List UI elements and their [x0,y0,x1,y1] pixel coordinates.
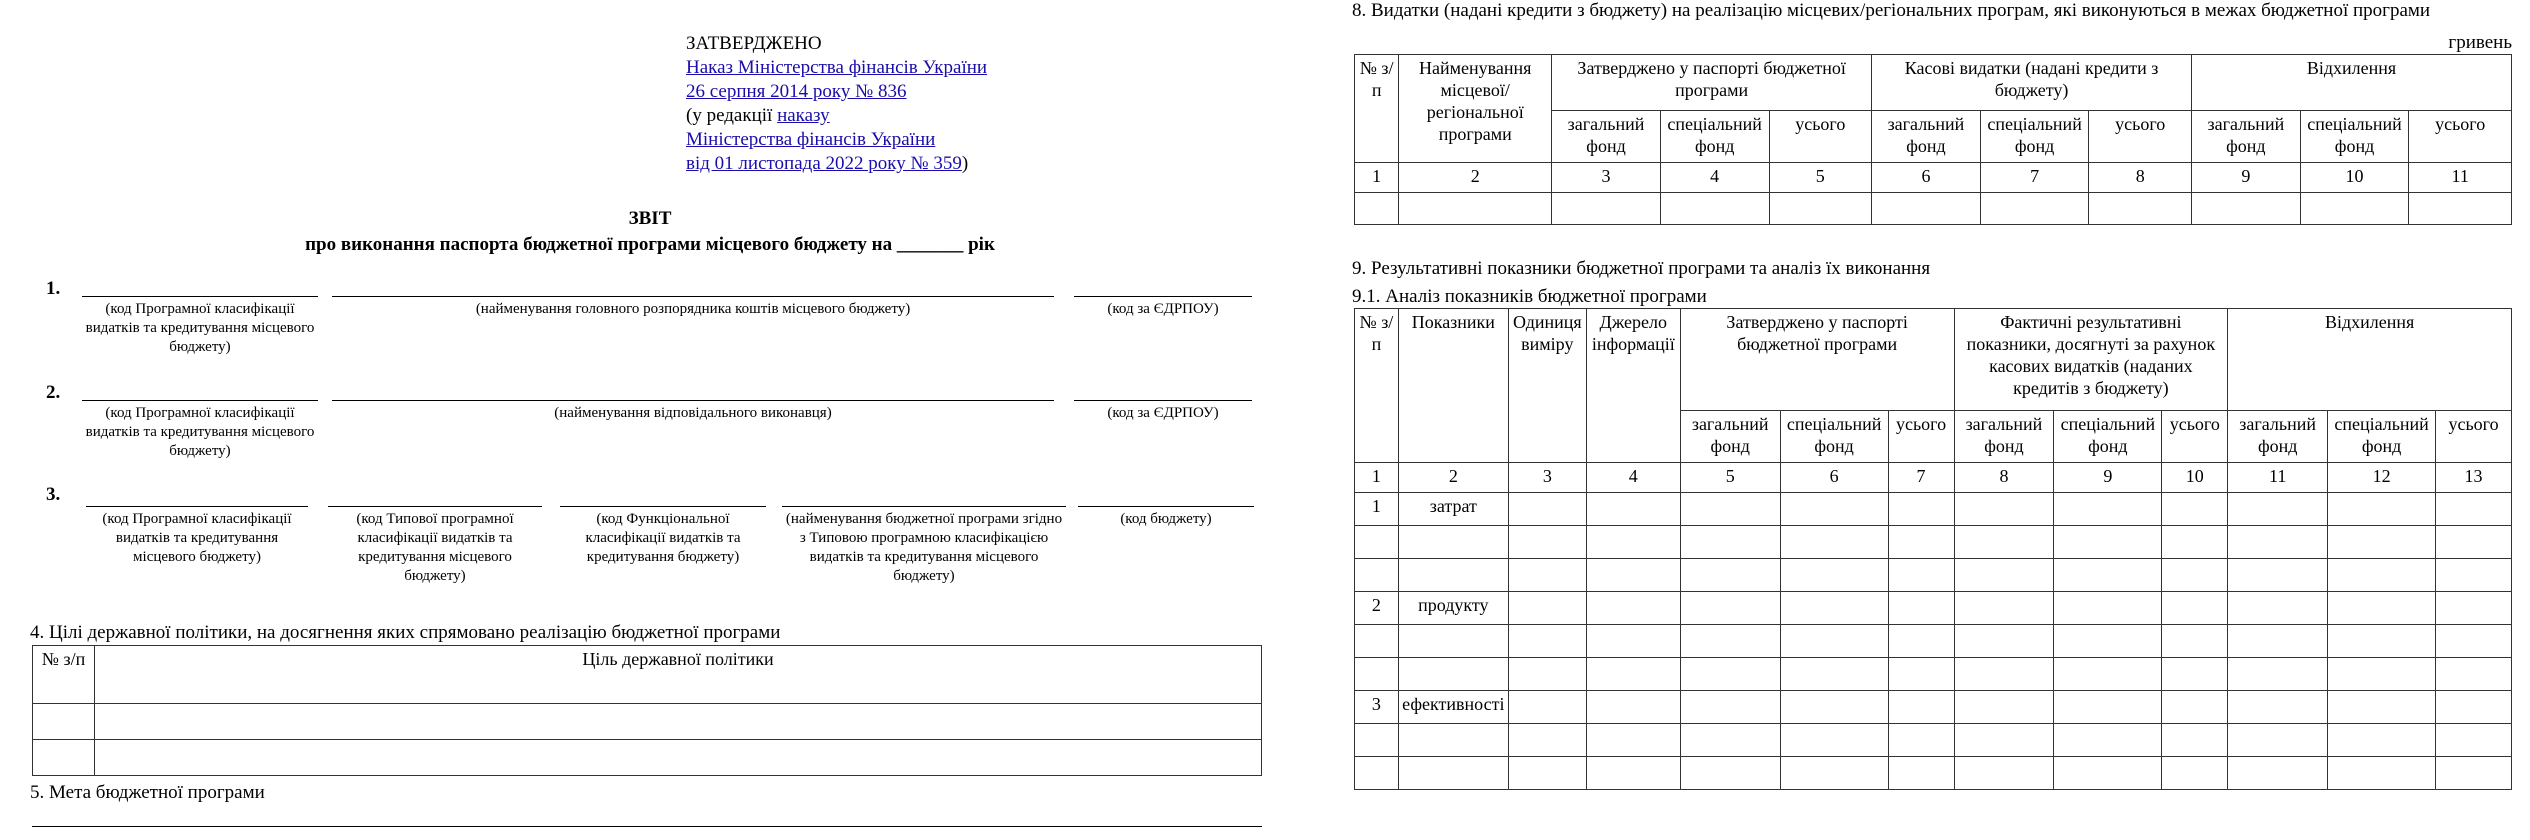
indicators-col-source: Джерело інформації [1586,309,1680,463]
goals-col-num: № з/п [33,646,95,704]
sub-general: загальний фонд [2228,411,2328,463]
indicators-table [1354,308,2512,790]
row2-edrpou-line[interactable] [1074,400,1252,401]
index-cell: 3 [1552,163,1661,193]
section9-heading: 9. Результативні показники бюджетної програми та аналіз їх виконання [1352,258,1931,279]
row3-budget-line[interactable] [1078,506,1254,507]
edition-prefix: (у редакції [686,105,778,126]
index-row [1355,463,2512,493]
row2-code-line[interactable] [82,400,318,401]
row2-code-caption: (код Програмної класифікації видатків та кредитування місцевого бюджету) [85,405,315,459]
row1-code-line[interactable] [82,296,318,297]
row2-name-caption: (найменування відповідального виконавця) [554,405,832,421]
table-row [1355,625,2512,658]
programs-table [1354,54,2512,225]
index-cell: 3 [1508,463,1586,493]
row3-name-caption: (найменування бюджетної програми згідно з Типовою програмною класифікацією видатків та кредитування місцевого бюджету) [785,511,1063,584]
index-cell: 1 [1355,463,1399,493]
row1-name-line[interactable] [332,296,1054,297]
row1-edrpou-line[interactable] [1074,296,1252,297]
sub-general: загальний фонд [1680,411,1780,463]
indicator-group-label: ефективності [1398,691,1508,724]
index-cell: 6 [1872,163,1981,193]
programs-col-name: Найменування місцевої/ регіональної програми [1399,55,1552,163]
table-row [1355,193,2512,225]
sub-total: усього [1769,111,1872,163]
index-cell: 9 [2054,463,2162,493]
row2-edrpou-caption: (код за ЄДРПОУ) [1107,405,1219,421]
approval-block [686,32,987,176]
row3-budget-caption: (код бюджету) [1120,511,1212,527]
index-cell: 5 [1769,163,1872,193]
indicators-grp-deviation: Відхилення [2228,309,2512,411]
table-row [1355,724,2512,757]
indicators-col-unit: Одиниця виміру [1508,309,1586,463]
table-row [1355,526,2512,559]
sub-general: загальний фонд [1954,411,2054,463]
sub-special: спеціальний фонд [1660,111,1769,163]
indicators-col-num: № з/п [1355,309,1399,463]
row3-code-line[interactable] [86,506,308,507]
section5-heading: 5. Мета бюджетної програми [30,782,265,803]
indicators-body [1355,493,2512,790]
ministry-link[interactable]: Міністерства фінансів України [686,129,936,150]
programs-col-num: № з/п [1355,55,1399,163]
sub-total: усього [2436,411,2512,463]
edition-closing: ) [961,153,969,174]
sub-total: усього [2089,111,2192,163]
order-date-link[interactable]: 26 серпня 2014 року № 836 [686,81,907,102]
table-row [1355,757,2512,790]
programs-grp-approved: Затверджено у паспорті бюджетної програми [1552,55,1872,111]
sub-general: загальний фонд [1872,111,1981,163]
table-row [1355,559,2512,592]
index-cell: 2 [1398,463,1508,493]
index-cell: 9 [2192,163,2301,193]
indicator-group-number: 2 [1355,592,1399,625]
index-cell: 13 [2436,463,2512,493]
row1-number: 1. [46,278,61,299]
index-cell: 6 [1780,463,1888,493]
indicators-grp-actual: Фактичні результативні показники, досягнуті за рахунок касових видатків (наданих кредитів з бюджету) [1954,309,2228,411]
programs-grp-deviation: Відхилення [2192,55,2512,111]
section8-heading: 8. Видатки (надані кредити з бюджету) на реалізацію місцевих/регіональних програм, які виконуються в межах бюджетної програми [1352,0,2431,21]
sub-special: спеціальний фонд [1980,111,2089,163]
sub-special: спеціальний фонд [2054,411,2162,463]
sub-total: усього [2409,111,2512,163]
index-cell: 2 [1399,163,1552,193]
row3-code-caption: (код Програмної класифікації видатків та кредитування місцевого бюджету) [102,511,292,565]
sub-special: спеціальний фонд [2328,411,2436,463]
report-title: ЗВІТ [628,208,672,229]
indicator-group-row [1355,691,2512,724]
index-row [1355,163,2512,193]
section5-line[interactable] [32,826,1262,827]
index-cell: 11 [2228,463,2328,493]
table-row [1355,658,2512,691]
row2-name-line[interactable] [332,400,1054,401]
indicator-group-row [1355,592,2512,625]
table-row [33,704,1262,740]
edition-link[interactable]: наказу [777,105,830,126]
order-link[interactable]: Наказ Міністерства фінансів України [686,57,988,78]
index-cell: 4 [1586,463,1680,493]
sub-general: загальний фонд [1552,111,1661,163]
table-row [33,740,1262,776]
section8-unit: гривень [2448,32,2512,53]
index-cell: 5 [1680,463,1780,493]
index-cell: 1 [1355,163,1399,193]
section4-heading: 4. Цілі державної політики, на досягнення яких спрямовано реалізацію бюджетної програми [30,622,781,643]
indicator-group-label: продукту [1398,592,1508,625]
indicator-group-number: 3 [1355,691,1399,724]
index-cell: 10 [2300,163,2409,193]
row1-edrpou-caption: (код за ЄДРПОУ) [1107,301,1219,317]
indicators-col-indicators: Показники [1398,309,1508,463]
row3-typical-line[interactable] [328,506,542,507]
section9-subheading: 9.1. Аналіз показників бюджетної програми [1352,286,1707,307]
index-cell: 4 [1660,163,1769,193]
sub-special: спеціальний фонд [2300,111,2409,163]
indicator-group-label: затрат [1398,493,1508,526]
row3-name-line[interactable] [782,506,1066,507]
sub-total: усього [1888,411,1954,463]
indicator-group-number: 1 [1355,493,1399,526]
index-cell: 7 [1980,163,2089,193]
goals-table [32,645,1262,776]
indicators-grp-approved: Затверджено у паспорті бюджетної програми [1680,309,1954,411]
index-cell: 11 [2409,163,2512,193]
report-subtitle: про виконання паспорта бюджетної програми місцевого бюджету на _______ рік [305,234,995,255]
approval-status: ЗАТВЕРДЖЕНО [686,33,822,54]
row3-functional-caption: (код Функціональної класифікації видатків та кредитування бюджету) [585,511,741,565]
sub-general: загальний фонд [2192,111,2301,163]
index-cell: 12 [2328,463,2436,493]
row3-number: 3. [46,484,61,505]
indicator-group-row [1355,493,2512,526]
row1-name-caption: (найменування головного розпорядника коштів місцевого бюджету) [475,301,911,317]
sub-special: спеціальний фонд [1780,411,1888,463]
row2-number: 2. [46,382,61,403]
index-cell: 7 [1888,463,1954,493]
row3-typical-caption: (код Типової програмної класифікації видатків та кредитування місцевого бюджету) [356,511,514,584]
index-cell: 8 [1954,463,2054,493]
row3-functional-line[interactable] [560,506,766,507]
programs-grp-cash: Касові видатки (надані кредити з бюджету) [1872,55,2192,111]
index-cell: 10 [2162,463,2228,493]
sub-total: усього [2162,411,2228,463]
row1-code-caption: (код Програмної класифікації видатків та кредитування місцевого бюджету) [85,301,315,355]
goals-col-goal: Ціль державної політики [95,646,1262,704]
index-cell: 8 [2089,163,2192,193]
edition-date-link[interactable]: від 01 листопада 2022 року № 359 [686,153,962,174]
